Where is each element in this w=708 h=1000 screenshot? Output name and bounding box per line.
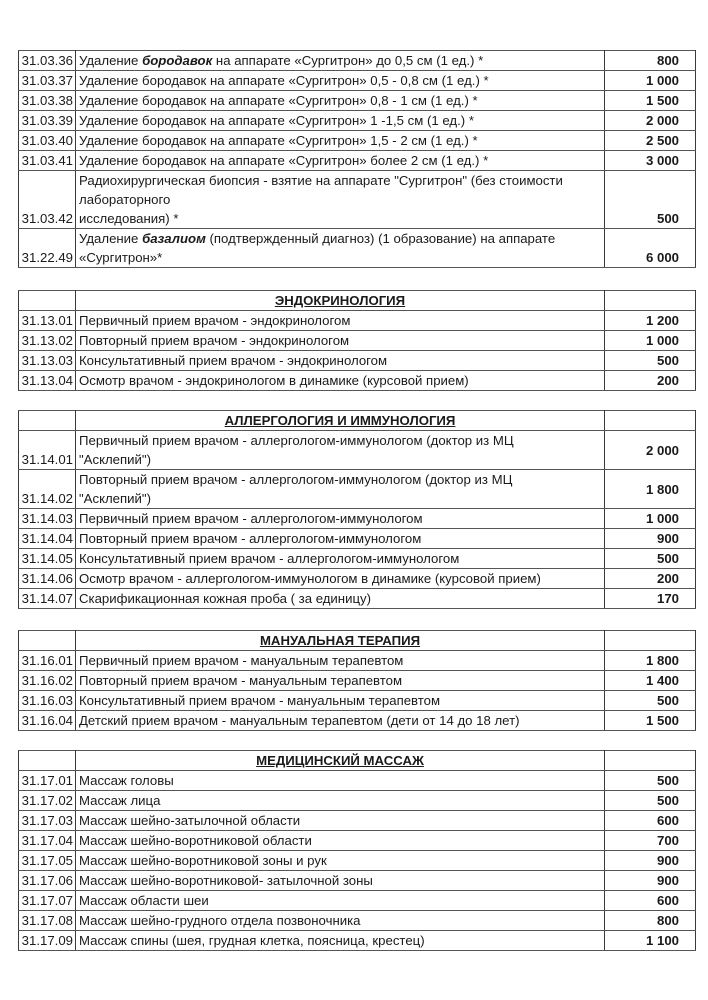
description-emphasis: бородавок	[142, 53, 213, 68]
service-code: 31.03.42	[19, 171, 76, 229]
description-text: (подтвержденный диагноз) (1 образование) на аппарате	[205, 231, 556, 246]
service-description: Удаление бородавок на аппарате «Сургитрон» 1,5 - 2 см (1 ед.) *	[76, 131, 605, 151]
service-price: 900	[605, 529, 696, 549]
description-line: исследования) *	[79, 211, 179, 226]
table-row	[19, 371, 696, 391]
service-description: Массаж шейно-грудного отдела позвоночника	[76, 911, 605, 931]
service-description: Массаж шейно-воротниковой- затылочной зоны	[76, 871, 605, 891]
table-row	[19, 711, 696, 731]
service-price: 1 800	[605, 470, 696, 509]
table-row	[19, 229, 696, 268]
service-price: 800	[605, 911, 696, 931]
service-code: 31.14.04	[19, 529, 76, 549]
service-price: 1 000	[605, 331, 696, 351]
table-row	[19, 931, 696, 951]
service-description	[76, 229, 605, 268]
price-table-allergology	[18, 410, 696, 609]
service-code: 31.17.04	[19, 831, 76, 851]
service-price: 600	[605, 891, 696, 911]
service-code: 31.17.09	[19, 931, 76, 951]
service-price: 200	[605, 569, 696, 589]
service-price: 1 000	[605, 509, 696, 529]
service-description: Скарификационная кожная проба ( за единицу)	[76, 589, 605, 609]
service-code: 31.03.37	[19, 71, 76, 91]
table-row	[19, 771, 696, 791]
price-table-surgitron	[18, 50, 696, 268]
section-header-row	[19, 751, 696, 771]
service-price: 700	[605, 831, 696, 851]
table-row	[19, 589, 696, 609]
section-header-row	[19, 291, 696, 311]
table-row	[19, 791, 696, 811]
service-code: 31.16.03	[19, 691, 76, 711]
service-price: 2 000	[605, 111, 696, 131]
service-code: 31.17.01	[19, 771, 76, 791]
service-description: Повторный прием врачом - аллергологом-иммунологом	[76, 529, 605, 549]
description-line: лабораторного	[79, 192, 171, 207]
description-line: Повторный прием врачом - аллергологом-иммунологом (доктор из МЦ	[79, 472, 513, 487]
service-description	[76, 470, 605, 509]
service-code: 31.03.40	[19, 131, 76, 151]
price-table-massage	[18, 750, 696, 951]
service-code: 31.16.02	[19, 671, 76, 691]
table-row	[19, 811, 696, 831]
service-price: 500	[605, 549, 696, 569]
service-description: Массаж области шеи	[76, 891, 605, 911]
service-code: 31.22.49	[19, 229, 76, 268]
table-row	[19, 470, 696, 509]
service-price: 500	[605, 351, 696, 371]
service-code: 31.14.06	[19, 569, 76, 589]
service-price: 500	[605, 771, 696, 791]
service-description: Повторный прием врачом - эндокринологом	[76, 331, 605, 351]
service-price: 1 500	[605, 711, 696, 731]
section-header-row	[19, 631, 696, 651]
service-code: 31.14.03	[19, 509, 76, 529]
service-price: 3 000	[605, 151, 696, 171]
table-row	[19, 651, 696, 671]
service-code: 31.14.01	[19, 431, 76, 470]
service-price: 500	[605, 791, 696, 811]
service-code: 31.03.36	[19, 51, 76, 71]
service-description: Массаж шейно-затылочной области	[76, 811, 605, 831]
price-table-endocrinology	[18, 290, 696, 391]
table-row	[19, 529, 696, 549]
description-line: "Асклепий")	[79, 491, 151, 506]
service-price: 1 400	[605, 671, 696, 691]
table-row	[19, 111, 696, 131]
service-code: 31.13.03	[19, 351, 76, 371]
service-description: Удаление бородавок на аппарате «Сургитрон» 1 -1,5 см (1 ед.) *	[76, 111, 605, 131]
service-price: 1 100	[605, 931, 696, 951]
service-description: Детский прием врачом - мануальным терапевтом (дети от 14 до 18 лет)	[76, 711, 605, 731]
table-row	[19, 549, 696, 569]
table-row	[19, 91, 696, 111]
section-title: МЕДИЦИНСКИЙ МАССАЖ	[76, 751, 605, 771]
empty-cell	[19, 751, 76, 771]
service-description: Осмотр врачом - эндокринологом в динамике (курсовой прием)	[76, 371, 605, 391]
service-code: 31.17.06	[19, 871, 76, 891]
service-code: 31.16.01	[19, 651, 76, 671]
service-code: 31.13.01	[19, 311, 76, 331]
table-row	[19, 51, 696, 71]
table-row	[19, 891, 696, 911]
service-description: Первичный прием врачом - эндокринологом	[76, 311, 605, 331]
table-row	[19, 509, 696, 529]
service-price: 900	[605, 871, 696, 891]
table-row	[19, 691, 696, 711]
service-code: 31.14.07	[19, 589, 76, 609]
service-description: Массаж шейно-воротниковой области	[76, 831, 605, 851]
table-row	[19, 71, 696, 91]
service-code: 31.17.08	[19, 911, 76, 931]
service-description: Массаж спины (шея, грудная клетка, поясница, крестец)	[76, 931, 605, 951]
description-line	[79, 229, 601, 248]
empty-cell	[605, 631, 696, 651]
service-code: 31.03.39	[19, 111, 76, 131]
service-price: 500	[605, 691, 696, 711]
table-row	[19, 151, 696, 171]
price-table-manual-therapy	[18, 630, 696, 731]
description-line: «Сургитрон»*	[79, 250, 163, 265]
service-price: 600	[605, 811, 696, 831]
service-description: Консультативный прием врачом - эндокринологом	[76, 351, 605, 371]
service-description: Массаж шейно-воротниковой зоны и рук	[76, 851, 605, 871]
service-price: 800	[605, 51, 696, 71]
service-description: Первичный прием врачом - аллергологом-иммунологом	[76, 509, 605, 529]
empty-cell	[19, 291, 76, 311]
empty-cell	[19, 411, 76, 431]
service-description: Осмотр врачом - аллергологом-иммунологом в динамике (курсовой прием)	[76, 569, 605, 589]
service-description: Массаж головы	[76, 771, 605, 791]
service-description: Консультативный прием врачом - аллергологом-иммунологом	[76, 549, 605, 569]
service-description: Массаж лица	[76, 791, 605, 811]
empty-cell	[605, 751, 696, 771]
empty-cell	[605, 411, 696, 431]
service-code: 31.17.05	[19, 851, 76, 871]
service-price: 1 500	[605, 91, 696, 111]
description-text: Удаление	[79, 53, 143, 68]
service-price: 6 000	[605, 229, 696, 268]
section-title: ЭНДОКРИНОЛОГИЯ	[76, 291, 605, 311]
section-title: АЛЛЕРГОЛОГИЯ И ИММУНОЛОГИЯ	[76, 411, 605, 431]
service-description: Первичный прием врачом - мануальным терапевтом	[76, 651, 605, 671]
description-line: Первичный прием врачом - аллергологом-иммунологом (доктор из МЦ	[79, 433, 514, 448]
service-code: 31.03.41	[19, 151, 76, 171]
service-code: 31.17.03	[19, 811, 76, 831]
service-code: 31.14.02	[19, 470, 76, 509]
empty-cell	[605, 291, 696, 311]
description-emphasis: базалиом	[142, 231, 206, 246]
service-price: 1 800	[605, 651, 696, 671]
service-price: 2 000	[605, 431, 696, 470]
service-code: 31.13.04	[19, 371, 76, 391]
service-price: 200	[605, 371, 696, 391]
service-price: 500	[605, 171, 696, 229]
service-price: 1 200	[605, 311, 696, 331]
service-description: Удаление бородавок на аппарате «Сургитрон» 0,8 - 1 см (1 ед.) *	[76, 91, 605, 111]
table-row	[19, 431, 696, 470]
service-description: Консультативный прием врачом - мануальным терапевтом	[76, 691, 605, 711]
table-row	[19, 911, 696, 931]
table-row	[19, 871, 696, 891]
table-row	[19, 671, 696, 691]
description-line: "Асклепий")	[79, 452, 151, 467]
service-code: 31.03.38	[19, 91, 76, 111]
table-row	[19, 331, 696, 351]
table-row	[19, 131, 696, 151]
service-code: 31.17.02	[19, 791, 76, 811]
table-row	[19, 311, 696, 331]
service-code: 31.17.07	[19, 891, 76, 911]
service-description: Повторный прием врачом - мануальным терапевтом	[76, 671, 605, 691]
service-code: 31.14.05	[19, 549, 76, 569]
service-description	[76, 431, 605, 470]
service-price: 900	[605, 851, 696, 871]
table-row	[19, 851, 696, 871]
section-header-row	[19, 411, 696, 431]
description-text: Удаление	[79, 231, 143, 246]
table-row	[19, 831, 696, 851]
service-description	[76, 51, 605, 71]
description-line: Радиохирургическая биопсия - взятие на аппарате "Сургитрон" (без стоимости	[79, 173, 563, 188]
service-price: 2 500	[605, 131, 696, 151]
service-price: 1 000	[605, 71, 696, 91]
service-code: 31.16.04	[19, 711, 76, 731]
service-code: 31.13.02	[19, 331, 76, 351]
empty-cell	[19, 631, 76, 651]
table-row	[19, 351, 696, 371]
service-description	[76, 171, 605, 229]
section-title: МАНУАЛЬНАЯ ТЕРАПИЯ	[76, 631, 605, 651]
service-description: Удаление бородавок на аппарате «Сургитрон» 0,5 - 0,8 см (1 ед.) *	[76, 71, 605, 91]
table-row	[19, 569, 696, 589]
service-price: 170	[605, 589, 696, 609]
description-text: на аппарате «Сургитрон» до 0,5 см (1 ед.) *	[212, 53, 484, 68]
table-row	[19, 171, 696, 229]
service-description: Удаление бородавок на аппарате «Сургитрон» более 2 см (1 ед.) *	[76, 151, 605, 171]
